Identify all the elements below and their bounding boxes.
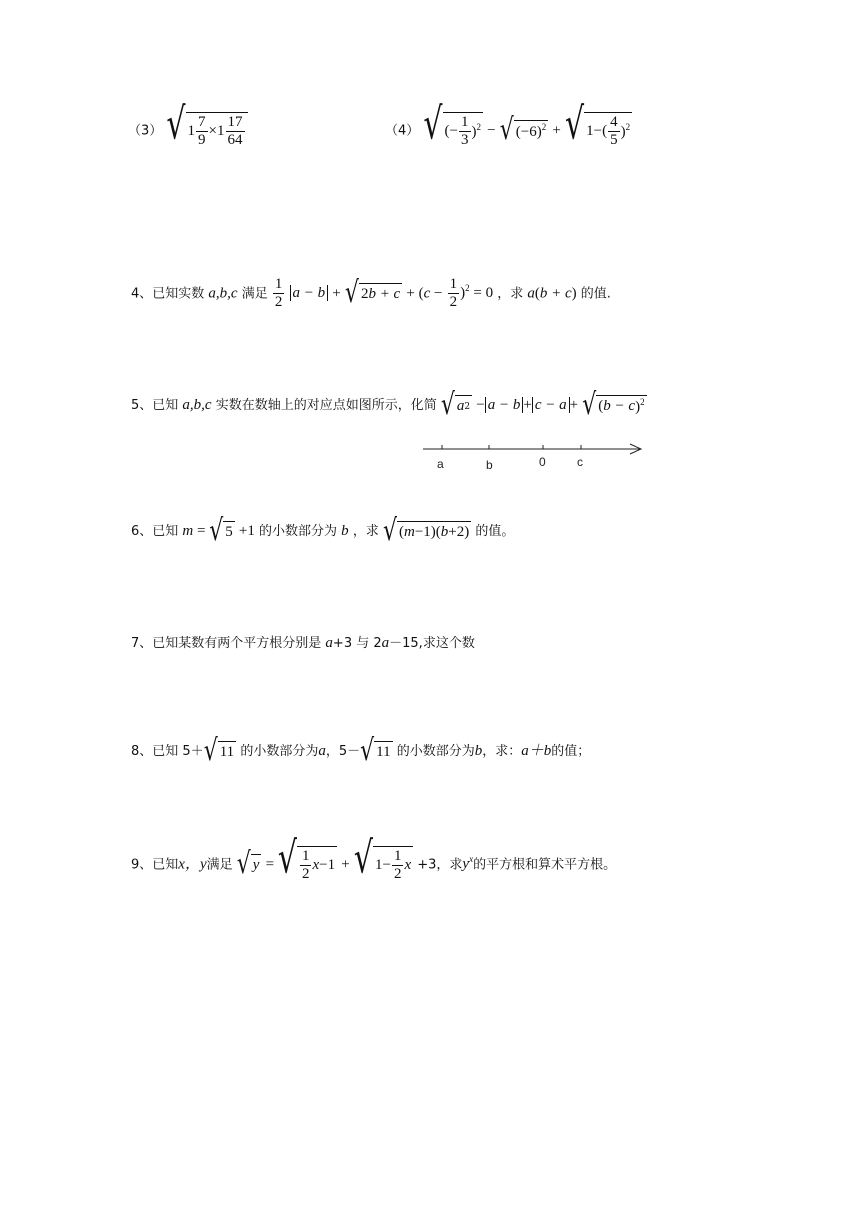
problem-4-expression: （4） √ (− $\frac{1}{3}$ )$^2$ − √ $(-6)^2$ + √ 1−( $\frac{4}{5}$ )$^2$	[385, 99, 631, 150]
sqrt-11: √ 11	[203, 733, 235, 768]
sum-expression: a＋b	[521, 743, 552, 759]
label-0: 0	[539, 455, 546, 469]
sqrt-y: √ y	[236, 847, 260, 881]
sqrt-term-2: √ $(-6)^2$	[499, 113, 547, 147]
problem-6: 6、已知 m = √ 5 +1 的小数部分为 b ，求 √ ( m −1)( b +2) 的值。	[131, 513, 515, 548]
problem-6-stem: 6、已知	[131, 524, 179, 539]
variables: a,b,c	[182, 397, 212, 413]
problem-3	[128, 99, 248, 150]
sqrt-11-b: √ 11	[360, 733, 391, 768]
tail-text: －15,求这个数	[389, 636, 475, 651]
problem-9-stem: 9、已知	[131, 857, 179, 873]
ask-text: ，求	[497, 286, 524, 302]
label-c: c	[577, 455, 583, 469]
sqrt-term-3: √ 1−( $\frac{4}{5}$ )$^2$	[565, 99, 631, 150]
var-b: b	[474, 743, 483, 759]
problem-4-stem: 4、已知实数	[131, 286, 205, 302]
text-3: 的小数部分为	[396, 744, 475, 759]
tail-text: 的值；	[551, 744, 591, 759]
text-1: 的小数部分为	[240, 744, 319, 759]
problem-8-stem: 8、已知 5＋	[131, 744, 204, 759]
sqrt-2b-plus-c: √ 2 b + c	[344, 276, 401, 310]
problem-5: 5、已知 a,b,c 实数在数轴上的对应点如图所示，化简 √ a 2 − a − b + c − a + √ ( b − c )$^2$	[131, 387, 645, 422]
var-a-2: a	[381, 635, 390, 651]
sqrt-a-squared: √ a 2	[440, 387, 471, 422]
tail-text: 的值.	[580, 286, 611, 302]
with-text: 与 2	[352, 636, 382, 651]
problem-4: 4、已知实数 a,b,c 满足 $\frac{1}{2}$ a − b + √ 2 b + c + (c − $\frac{1}{2}$ )$^2$ = 0 ，求 a(b + c) 的值.	[131, 276, 611, 311]
problem-5-stem: 5、已知	[131, 398, 179, 413]
label-a: a	[437, 457, 444, 471]
plus-3-text: +3，求	[417, 857, 463, 873]
problem-9: 9、已知x，y满足 √ y = √ $\frac{1}{2}$ x −1 + √ 1− $\frac{1}{2}$ x +3，求$y^x$的平方根和算术平方根。	[131, 833, 617, 884]
var-b: b	[341, 523, 349, 539]
tail-text: 的平方根和算术平方根。	[473, 857, 617, 873]
number-line	[415, 436, 655, 476]
tail-text: 的值。	[475, 524, 515, 539]
text-2: ，5－	[325, 744, 361, 759]
sqrt-b-minus-c: √ ( b − c )$^2$	[582, 387, 645, 422]
problem-5-text: 实数在数轴上的对应点如图所示，化简	[215, 398, 437, 413]
sqrt-1-minus-half-x: √ 1− $\frac{1}{2}$ x	[353, 833, 412, 884]
var-a: a	[325, 635, 333, 651]
problem-4-label: （4）	[385, 123, 420, 139]
label-b: b	[486, 458, 493, 472]
problem-6-text: 的小数部分为	[259, 524, 338, 539]
connector-text: 满足	[206, 857, 233, 873]
sqrt-expression: √ 1 $\frac{7}{9}$ ×1 $\frac{17}{64}$	[166, 112, 247, 150]
sqrt-product: √ ( m −1)( b +2)	[382, 513, 470, 548]
problem-7	[131, 632, 475, 652]
vars-xy: x，y	[178, 856, 207, 873]
var-a: a	[318, 743, 326, 759]
ask-text: ，求：	[482, 744, 522, 759]
problem-3-label: （3）	[128, 123, 163, 139]
sqrt-term-1: √ (− $\frac{1}{3}$ )$^2$	[423, 99, 482, 150]
problem-7-stem: 7、已知某数有两个平方根分别是	[131, 636, 322, 651]
sqrt-half-x-minus-1: √ $\frac{1}{2}$ x −1	[277, 833, 336, 884]
variables: a,b,c	[208, 285, 238, 302]
ask-text: ，求	[352, 524, 379, 539]
plus-3: +3	[332, 636, 353, 651]
sqrt-5: √ 5	[209, 513, 233, 548]
connector-text: 满足	[241, 286, 268, 302]
problem-8	[131, 733, 591, 768]
